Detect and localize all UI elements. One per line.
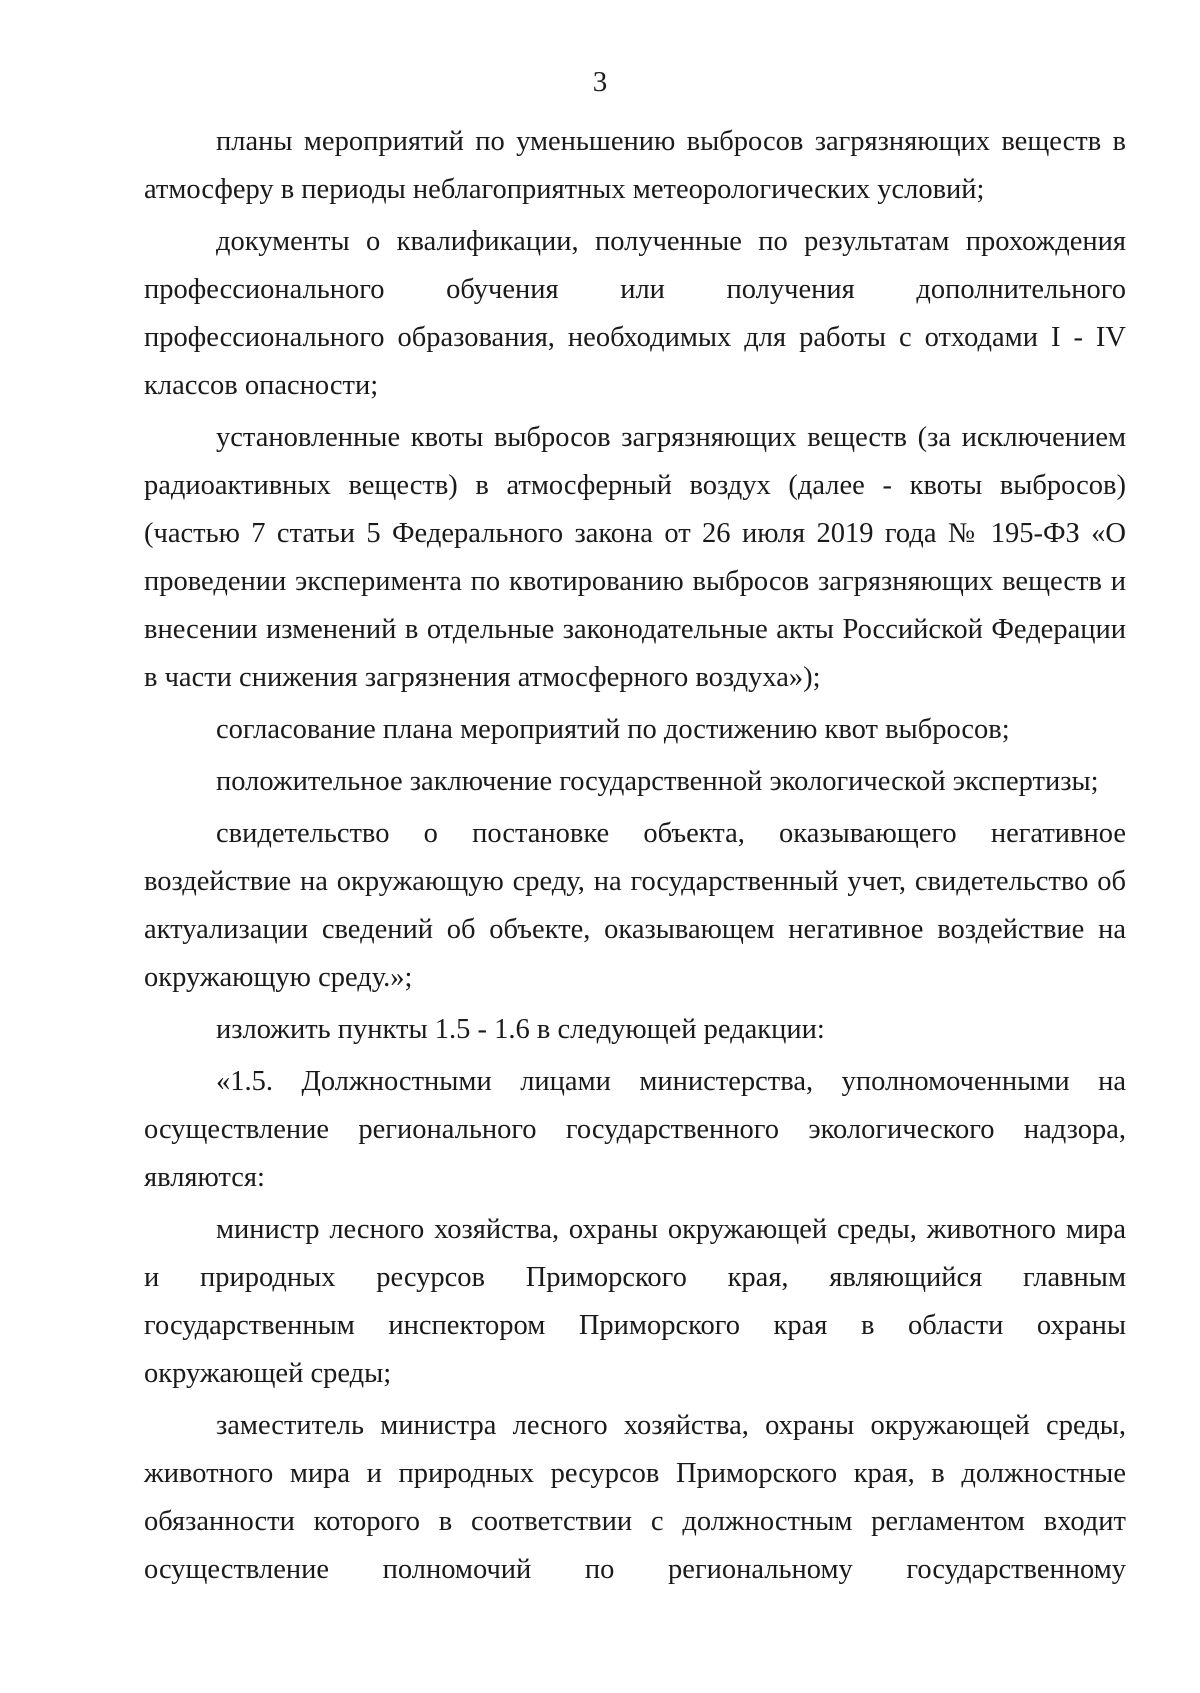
paragraph-emission-reduction-plans: планы мероприятий по уменьшению выбросов загрязняющих веществ в атмосферу в периоды неблагоприятных метеорологических условий; <box>144 126 1126 205</box>
paragraph-deputy-minister: заместитель министра лесного хозяйства, охраны окружающей среды, животного мира и природных ресурсов Приморского края, в должностные обязанности которого в соответствии с должностным регламентом входит осуществление полномочий по региональному государственному <box>144 1410 1126 1585</box>
paragraph-clause-1-5: «1.5. Должностными лицами министерства, уполномоченными на осуществление регионального государственного экологического надзора, являются: <box>144 1066 1126 1193</box>
page-number: 3 <box>592 66 608 98</box>
paragraph-registration-certificate: свидетельство о постановке объекта, оказывающего негативное воздействие на окружающую среду, на государственный учет, свидетельство об актуализации сведений об объекте, оказывающем негативное воздействие на окружающую среду.»; <box>144 818 1126 993</box>
paragraph-minister: министр лесного хозяйства, охраны окружающей среды, животного мира и природных ресурсов Приморского края, являющийся главным государственным инспектором Приморского края в области охраны окружающей среды; <box>144 1214 1126 1389</box>
document-body <box>144 118 1126 1598</box>
paragraph-quota-plan-approval: согласование плана мероприятий по достижению квот выбросов; <box>216 714 1010 745</box>
paragraph-amendment-instruction: изложить пункты 1.5 - 1.6 в следующей редакции: <box>216 1014 825 1045</box>
paragraph-emission-quotas: установленные квоты выбросов загрязняющих веществ (за исключением радиоактивных веществ) в атмосферный воздух (далее - квоты выбросов) (частью 7 статьи 5 Федерального закона от 26 июля 2019 года № 195-ФЗ «О проведении эксперимента по квотированию выбросов загрязняющих веществ и внесении изменений в отдельные законодательные акты Российской Федерации в части снижения загрязнения атмосферного воздуха»); <box>144 422 1126 693</box>
paragraph-ecological-expertise: положительное заключение государственной экологической экспертизы; <box>216 766 1099 797</box>
paragraph-qualification-documents: документы о квалификации, полученные по результатам прохождения профессионального обучения или получения дополнительного профессионального образования, необходимых для работы с отходами I - IV классов опасности; <box>144 226 1126 401</box>
